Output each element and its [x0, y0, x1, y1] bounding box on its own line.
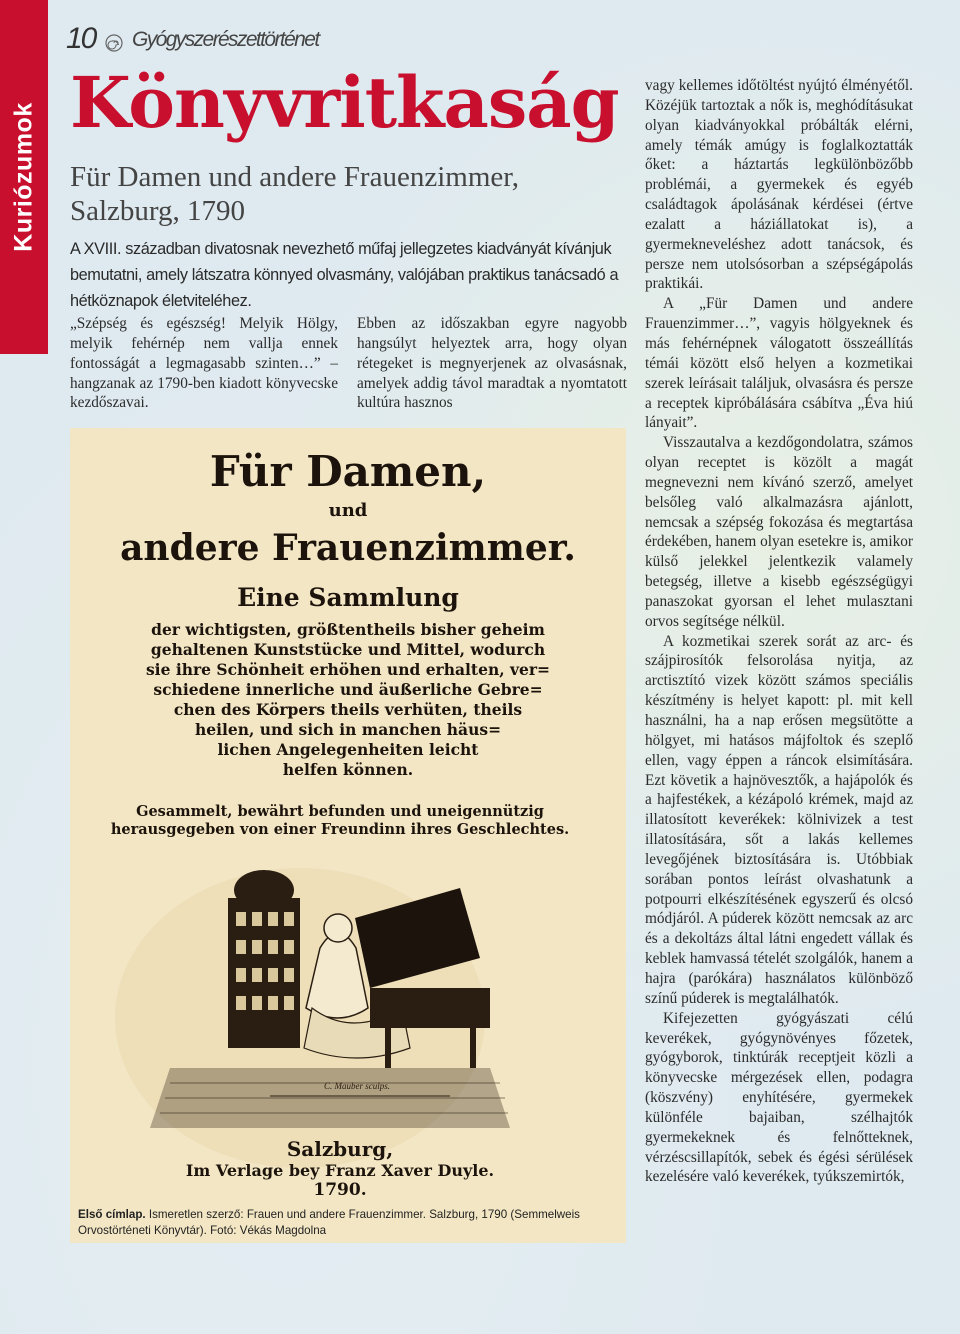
section-side-tab	[0, 0, 48, 354]
paragraph: A „Für Damen und andere Frauenzimmer…”, vagyis hölgyeknek és más fehérnépnek válogatott összeállítás témái között első helyen a kozmetikai szerek leírásait találjuk, olvasásra és persze a receptek kipróbálására csábítva „Éva hiú lányait”.	[645, 295, 913, 432]
paragraph: Ebben az időszakban egyre nagyobb hangsúlyt helyeztek arra, hogy olyan rétegeket is megnyerjenek az olvasásnak, amelyek addig távol maradtak a nyomtatott kultúra hasznos	[357, 315, 627, 412]
book-body-line: chen des Körpers theils verhüten, theils	[173, 700, 523, 719]
imprint-line: Im Verlage bey Franz Xaver Duyle.	[185, 1161, 495, 1180]
title-page-figure	[70, 428, 626, 1243]
book-title-line: Für Damen,	[209, 447, 487, 496]
book-title-line: und	[328, 500, 368, 521]
book-body-line: lichen Angelegenheiten leicht	[217, 740, 479, 759]
paragraph: Kifejezetten gyógyászati célú keverékek, gyógynövényes főzetek, gyógyborok, tinktúrák receptjeit közli a könyvecske mérgezések ellen, podagra (köszvény) enyhítésére, gyermekek különféle bajaiban, szélhajtók gyermekeknek és felnőtteknek, vérzéscsillapítók, sebek és égési sérülések kezelésére való keverékek, tyúkszemirtók,	[645, 1009, 913, 1186]
section-title: Gyógyszerészettörténet	[132, 28, 319, 51]
column-3	[645, 76, 913, 1187]
paragraph: „Szépség és egészség! Melyik Hölgy, melyik fehérnép nem vallja ennek fontosságát a legmagasabb szinten…” – hangzanak az 1790-ben kiadott könyvecske kezdőszavai.	[70, 315, 338, 412]
book-collected-line: Gesammelt, bewährt befunden und uneigennützig	[136, 803, 544, 820]
book-body-line: sie ihre Schönheit erhöhen und erhalten, ver=	[145, 660, 551, 679]
imprint-line: Salzburg,	[286, 1137, 394, 1161]
article-subtitle	[70, 160, 630, 228]
book-body-line: heilen, und sich in manchen häus=	[194, 720, 502, 739]
paragraph: vagy kellemes időtöltést nyújtó élményétől. Közéjük tartoztak a nők is, meghódításukat olyan kiadványokkal próbálták elérni, amely témák amúgy is foglalkoztatták őket: a háztartás legkülönbözőbb problémái, a gyermekek és egyéb családtagok ápolásának kérdései (értve ezalatt a háziállatokat is), a gyermekneveléshez adott tanácsok, és persze nem utolsósorban a szépségápolás praktikái.	[645, 77, 913, 293]
caption-text: Ismeretlen szerző: Frauen und andere Frauenzimmer. Salzburg, 1790 (Semmelweis Orvostörténeti Könyvtár). Fotó: Vékás Magdolna	[78, 1208, 580, 1237]
column-1	[70, 314, 338, 413]
lead-paragraph: A XVIII. században divatosnak nevezhető műfaj jellegzetes kiadványát kívánjuk bemutatni, amely látszatra könnyed olvasmány, valójában praktikus tanácsadó a hétköznapok életviteléhez.	[70, 240, 619, 310]
subtitle-line: Salzburg, 1790	[70, 195, 246, 227]
book-body-line: helfen können.	[282, 760, 414, 779]
spiral-icon	[105, 34, 123, 52]
title-page-image	[70, 428, 626, 1203]
book-body-line: gehaltenen Kunststücke und Mittel, wodurch	[150, 640, 546, 659]
engraver-signature: C. Mauber sculps.	[324, 1081, 390, 1091]
article-title: Könyvritkaság	[70, 61, 619, 144]
engraving-illustration	[115, 868, 510, 1168]
imprint-line: 1790.	[313, 1180, 367, 1200]
side-tab-label: Kuriózumok	[9, 102, 38, 252]
book-body-line: schiedene innerliche und äußerliche Gebre=	[153, 680, 543, 699]
book-body-line: der wichtigsten, größtentheils bisher geheim	[151, 620, 545, 639]
caption-label: Első címlap.	[78, 1208, 146, 1221]
page-number: 10	[66, 22, 96, 55]
column-2	[357, 314, 627, 413]
book-title-line: Eine Sammlung	[237, 583, 459, 612]
book-title-line: andere Frauenzimmer.	[120, 527, 576, 569]
figure-caption	[78, 1207, 618, 1239]
book-collected-line: herausgegeben von einer Freundinn ihres Geschlechtes.	[110, 821, 570, 838]
subtitle-line: Für Damen und andere Frauenzimmer,	[70, 161, 519, 193]
paragraph: A kozmetikai szerek sorát az arc- és szájpirosítók felsorolása nyitja, az arctisztító vizek között számos speciális készítmény is helyet kapott: pl. mit kell használni, ha a nap erősen megsütötte a hölgyet, mi hatásos májfoltok és szeplő ellen, vagy éppen a ráncok elsimítására. Ezt követik a hajnövesztők, a hajápolók és a hajfestékek, a kézápoló krémek, majd az illatosított keverékek: kölnivizek a test illatosítására, sőt a lakás kellemes levegőjének biztosítására is. Utóbbiak sorában pontos leírást olvashatunk a potpourri elkészítésének egyszerű és olcsó módjáról. A púderek között nemcsak az arc és a dekoltázs által látni engedett vállak és keblek hamvassá tételét szolgálók, hanem a hajra (parókára) használatos különböző színű púderek is megtalálhatók.	[645, 632, 913, 1007]
paragraph: Visszautalva a kezdőgondolatra, számos olyan receptet is közölt a magát megnevezni nem kívánó szerző, amelyet belsőleg való alkalmazásra ajánlott, nemcsak a szépség fokozása és megtartása érdekében, hanem olyan esetekre is, amikor külső jelekkel jelentkezik valamely betegség, illetve a kisebb egészségügyi panaszokat gyorsan el lehet mulasztani orvos segítsége nélkül.	[645, 434, 914, 630]
